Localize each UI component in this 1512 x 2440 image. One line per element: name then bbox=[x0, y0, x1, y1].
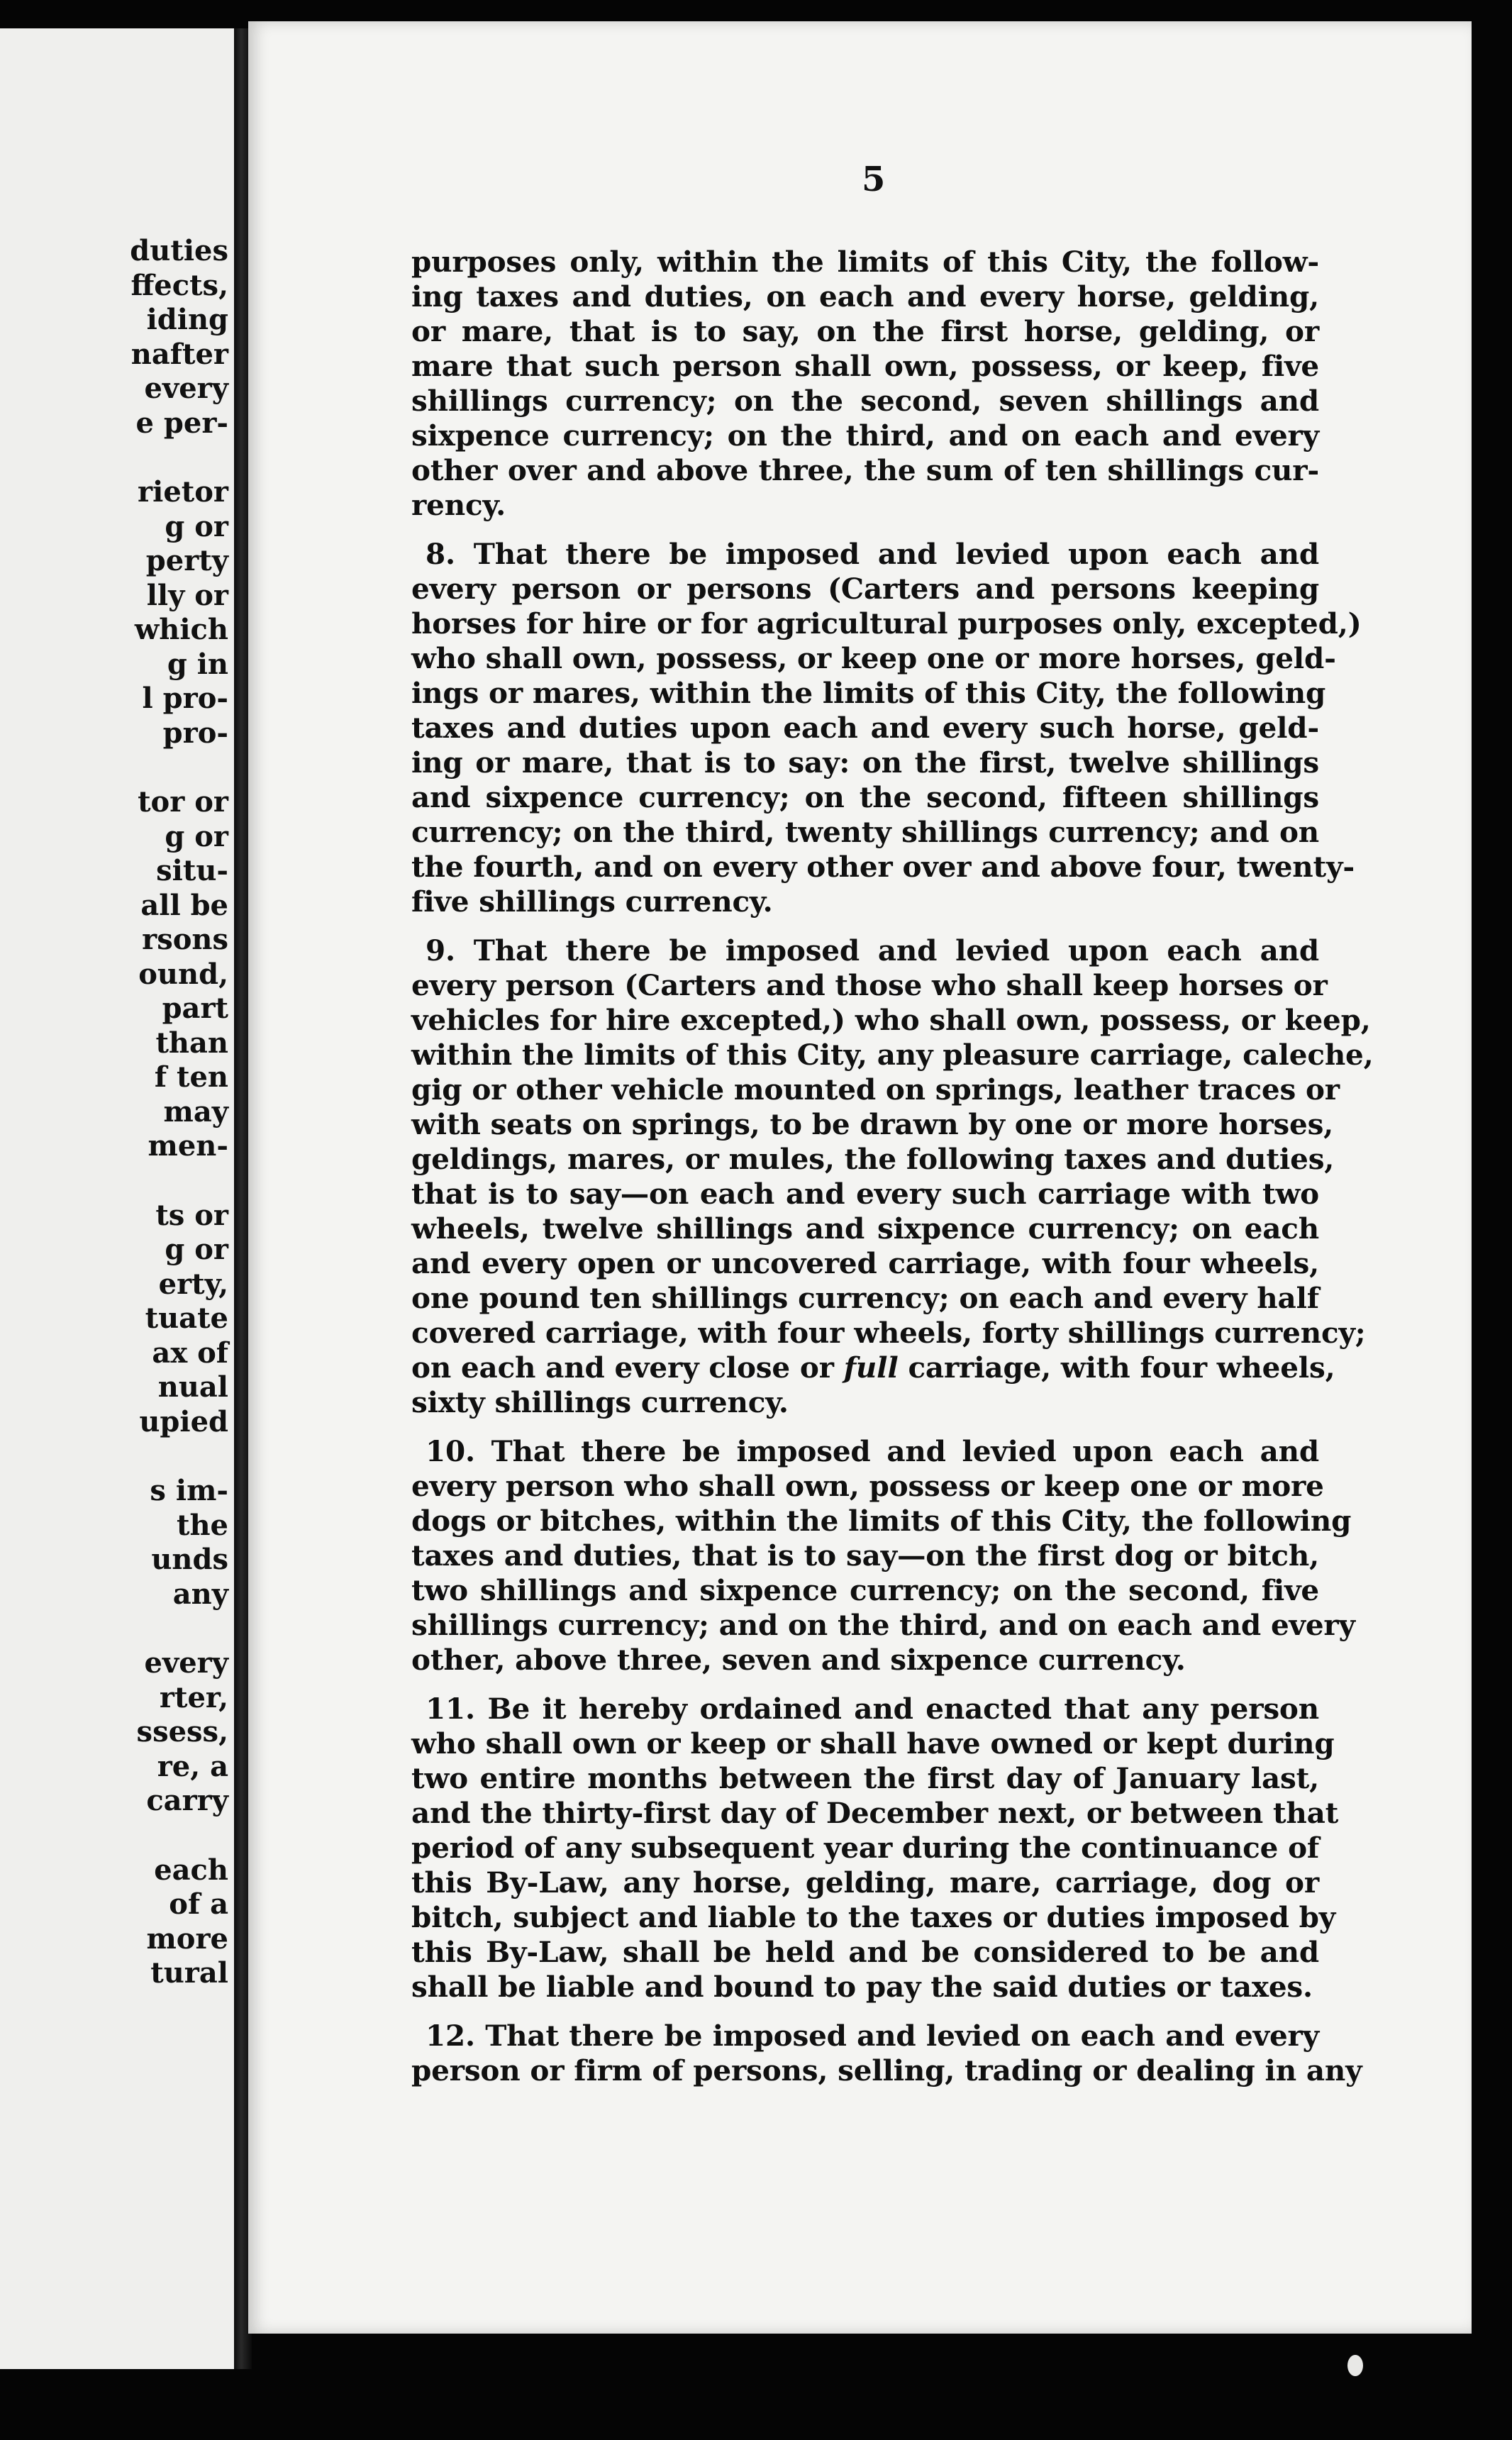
text-line: mare that such person shall own, possess, or keep, five bbox=[411, 349, 1319, 383]
text-line: who shall own, possess, or keep one or more horses, geld- bbox=[411, 641, 1336, 675]
text-line: currency; on the third, twenty shillings currency; and on bbox=[411, 815, 1319, 849]
text-line: and the thirty-first day of December next, or between that bbox=[411, 1796, 1339, 1830]
left-page-fragment: more bbox=[146, 1922, 228, 1956]
text-line: every person (Carters and those who shall keep horses or bbox=[411, 968, 1328, 1002]
text-line: who shall own or keep or shall have owned or kept during bbox=[411, 1726, 1335, 1760]
left-page-fragment: s im- bbox=[150, 1474, 228, 1507]
page-text bbox=[411, 245, 1374, 2102]
italic-word: full bbox=[843, 1351, 899, 1385]
text-line: the fourth, and on every other over and above four, twenty- bbox=[411, 850, 1355, 884]
left-page-fragment: all be bbox=[140, 888, 228, 922]
left-page-fragment: ax of bbox=[152, 1336, 228, 1370]
left-page-fragment: duties bbox=[130, 234, 228, 267]
text-line: and sixpence currency; on the second, fifteen shillings bbox=[411, 780, 1319, 814]
left-page-fragment: carry bbox=[146, 1784, 228, 1817]
left-page-fragment: upied bbox=[139, 1404, 228, 1438]
text-line: 11. Be it hereby ordained and enacted that any person bbox=[426, 1692, 1319, 1726]
left-page-gap bbox=[1, 1164, 228, 1199]
text-line: period of any subsequent year during the continuance of bbox=[411, 1831, 1320, 1865]
text-line-with-italic bbox=[411, 1351, 1335, 1385]
text-line: five shillings currency. bbox=[411, 884, 773, 919]
text-line: and every open or uncovered carriage, with four wheels, bbox=[411, 1246, 1319, 1280]
text-line: covered carriage, with four wheels, forty shillings currency; bbox=[411, 1316, 1366, 1350]
left-page-fragment: which bbox=[134, 613, 228, 646]
page-number: 5 bbox=[862, 160, 886, 199]
text-line: gig or other vehicle mounted on springs, leather traces or bbox=[411, 1072, 1340, 1107]
left-page-fragment: the bbox=[176, 1508, 228, 1542]
left-page-fragment: g in bbox=[167, 647, 228, 681]
paper-speck bbox=[1347, 2355, 1363, 2376]
left-page-fragment: tor or bbox=[138, 785, 228, 819]
left-page-fragment: ound, bbox=[138, 957, 228, 991]
text-line: wheels, twelve shillings and sixpence currency; on each bbox=[411, 1211, 1319, 1246]
left-page-fragment: any bbox=[172, 1577, 228, 1611]
paragraph-continuation bbox=[411, 245, 1319, 523]
paragraph-10 bbox=[411, 1434, 1355, 1678]
text-line: ing taxes and duties, on each and every horse, gelding, bbox=[411, 279, 1319, 314]
left-page-fragment: every bbox=[144, 1646, 228, 1680]
text-line: one pound ten shillings currency; on each and every half bbox=[411, 1281, 1319, 1315]
left-page-fragment: of a bbox=[169, 1887, 228, 1921]
text-line: this By-Law, any horse, gelding, mare, carriage, dog or bbox=[411, 1865, 1319, 1900]
paragraph-8 bbox=[411, 537, 1362, 919]
left-page-fragment: nafter bbox=[130, 337, 228, 371]
text-line: horses for hire or for agricultural purposes only, excepted,) bbox=[411, 606, 1362, 640]
left-page-gap bbox=[1, 750, 228, 785]
left-page-fragment: g or bbox=[165, 1233, 228, 1266]
left-page-fragment: perty bbox=[145, 544, 228, 577]
text-segment: on each and every close or bbox=[411, 1351, 844, 1385]
left-page-fragment: may bbox=[163, 1094, 228, 1128]
left-page-fragment: g or bbox=[165, 819, 228, 853]
text-line: 12. That there be imposed and levied on each and every bbox=[426, 2019, 1319, 2053]
text-line: shillings currency; on the second, seven shillings and bbox=[411, 384, 1319, 418]
left-page-fragment: re, a bbox=[157, 1749, 228, 1783]
left-page-fragment: g or bbox=[165, 509, 228, 543]
text-line: two shillings and sixpence currency; on the second, five bbox=[411, 1573, 1319, 1607]
paragraph-11 bbox=[411, 1692, 1339, 2004]
text-line: or mare, that is to say, on the first horse, gelding, or bbox=[411, 314, 1319, 348]
left-page-fragment: than bbox=[155, 1026, 228, 1060]
left-page-fragment: e per- bbox=[135, 406, 228, 440]
text-line: every person or persons (Carters and persons keeping bbox=[411, 572, 1319, 606]
left-page-fragment: f ten bbox=[154, 1060, 228, 1094]
text-line: ing or mare, that is to say: on the first, twelve shillings bbox=[411, 745, 1319, 780]
left-page-fragment: lly or bbox=[146, 578, 228, 612]
text-line: geldings, mares, or mules, the following taxes and duties, bbox=[411, 1142, 1335, 1176]
text-line: ings or mares, within the limits of this City, the following bbox=[411, 676, 1326, 710]
left-page-fragment: rter, bbox=[159, 1680, 228, 1714]
left-page-fragment: ssess, bbox=[136, 1715, 228, 1748]
text-line: 10. That there be imposed and levied upon each and bbox=[426, 1434, 1319, 1468]
left-page-fragment: ffects, bbox=[130, 268, 228, 302]
text-line: this By-Law, shall be held and be considered to be and bbox=[411, 1935, 1319, 1969]
text-line: every person who shall own, possess or keep one or more bbox=[411, 1469, 1324, 1503]
left-page-fragment: tural bbox=[150, 1956, 228, 1990]
left-page-gap bbox=[1, 440, 228, 475]
text-line: vehicles for hire excepted,) who shall own, possess, or keep, bbox=[411, 1003, 1371, 1037]
text-line: taxes and duties upon each and every such horse, geld- bbox=[411, 711, 1319, 745]
text-line: dogs or bitches, within the limits of this City, the following bbox=[411, 1504, 1352, 1538]
text-line: two entire months between the first day of January last, bbox=[411, 1761, 1319, 1795]
left-page-fragment: unds bbox=[151, 1543, 228, 1576]
left-page-gap bbox=[1, 1612, 228, 1646]
text-line: person or firm of persons, selling, trading or dealing in any bbox=[411, 2053, 1362, 2087]
left-page-text-fragments bbox=[1, 234, 228, 1991]
left-page-fragment: part bbox=[162, 992, 228, 1025]
text-line: shillings currency; and on the third, and on each and every bbox=[411, 1608, 1355, 1642]
text-line: shall be liable and bound to pay the said duties or taxes. bbox=[411, 1970, 1313, 2004]
left-page-fragment: tuate bbox=[145, 1302, 228, 1335]
left-page-fragment: situ- bbox=[156, 854, 228, 887]
left-page-fragment: pro- bbox=[162, 716, 228, 750]
text-line: rency. bbox=[411, 488, 506, 522]
left-page-gap bbox=[1, 1819, 228, 1853]
left-page-fragment: men- bbox=[148, 1129, 228, 1163]
left-page-fragment: every bbox=[144, 372, 228, 405]
text-line: sixpence currency; on the third, and on each and every bbox=[411, 418, 1319, 453]
text-line: purposes only, within the limits of this City, the follow- bbox=[411, 245, 1319, 279]
left-page bbox=[0, 28, 245, 2369]
text-segment: carriage, with four wheels, bbox=[898, 1351, 1335, 1385]
paragraph-9 bbox=[411, 933, 1374, 1420]
text-line: sixty shillings currency. bbox=[411, 1385, 789, 1419]
text-line: taxes and duties, that is to say—on the first dog or bitch, bbox=[411, 1538, 1319, 1573]
text-line: with seats on springs, to be drawn by one or more horses, bbox=[411, 1107, 1334, 1141]
left-page-fragment: nual bbox=[157, 1370, 228, 1404]
text-line: other over and above three, the sum of ten shillings cur- bbox=[411, 453, 1319, 487]
text-line: bitch, subject and liable to the taxes or duties imposed by bbox=[411, 1900, 1336, 1934]
left-page-fragment: l pro- bbox=[142, 682, 228, 715]
left-page-fragment: rsons bbox=[142, 923, 228, 956]
text-line: that is to say—on each and every such carriage with two bbox=[411, 1177, 1319, 1211]
left-page-fragment: rietor bbox=[138, 475, 228, 509]
left-page-fragment: ts or bbox=[155, 1198, 228, 1232]
paragraph-12 bbox=[411, 2019, 1362, 2088]
text-line: within the limits of this City, any pleasure carriage, caleche, bbox=[411, 1038, 1374, 1072]
text-line: other, above three, seven and sixpence currency. bbox=[411, 1643, 1186, 1677]
left-page-fragment: each bbox=[154, 1853, 228, 1887]
text-line: 9. That there be imposed and levied upon each and bbox=[426, 933, 1319, 967]
text-line: 8. That there be imposed and levied upon each and bbox=[426, 537, 1319, 571]
left-page-fragment: erty, bbox=[158, 1267, 228, 1301]
left-page-fragment: iding bbox=[146, 303, 228, 336]
left-page-gap bbox=[1, 1439, 228, 1474]
